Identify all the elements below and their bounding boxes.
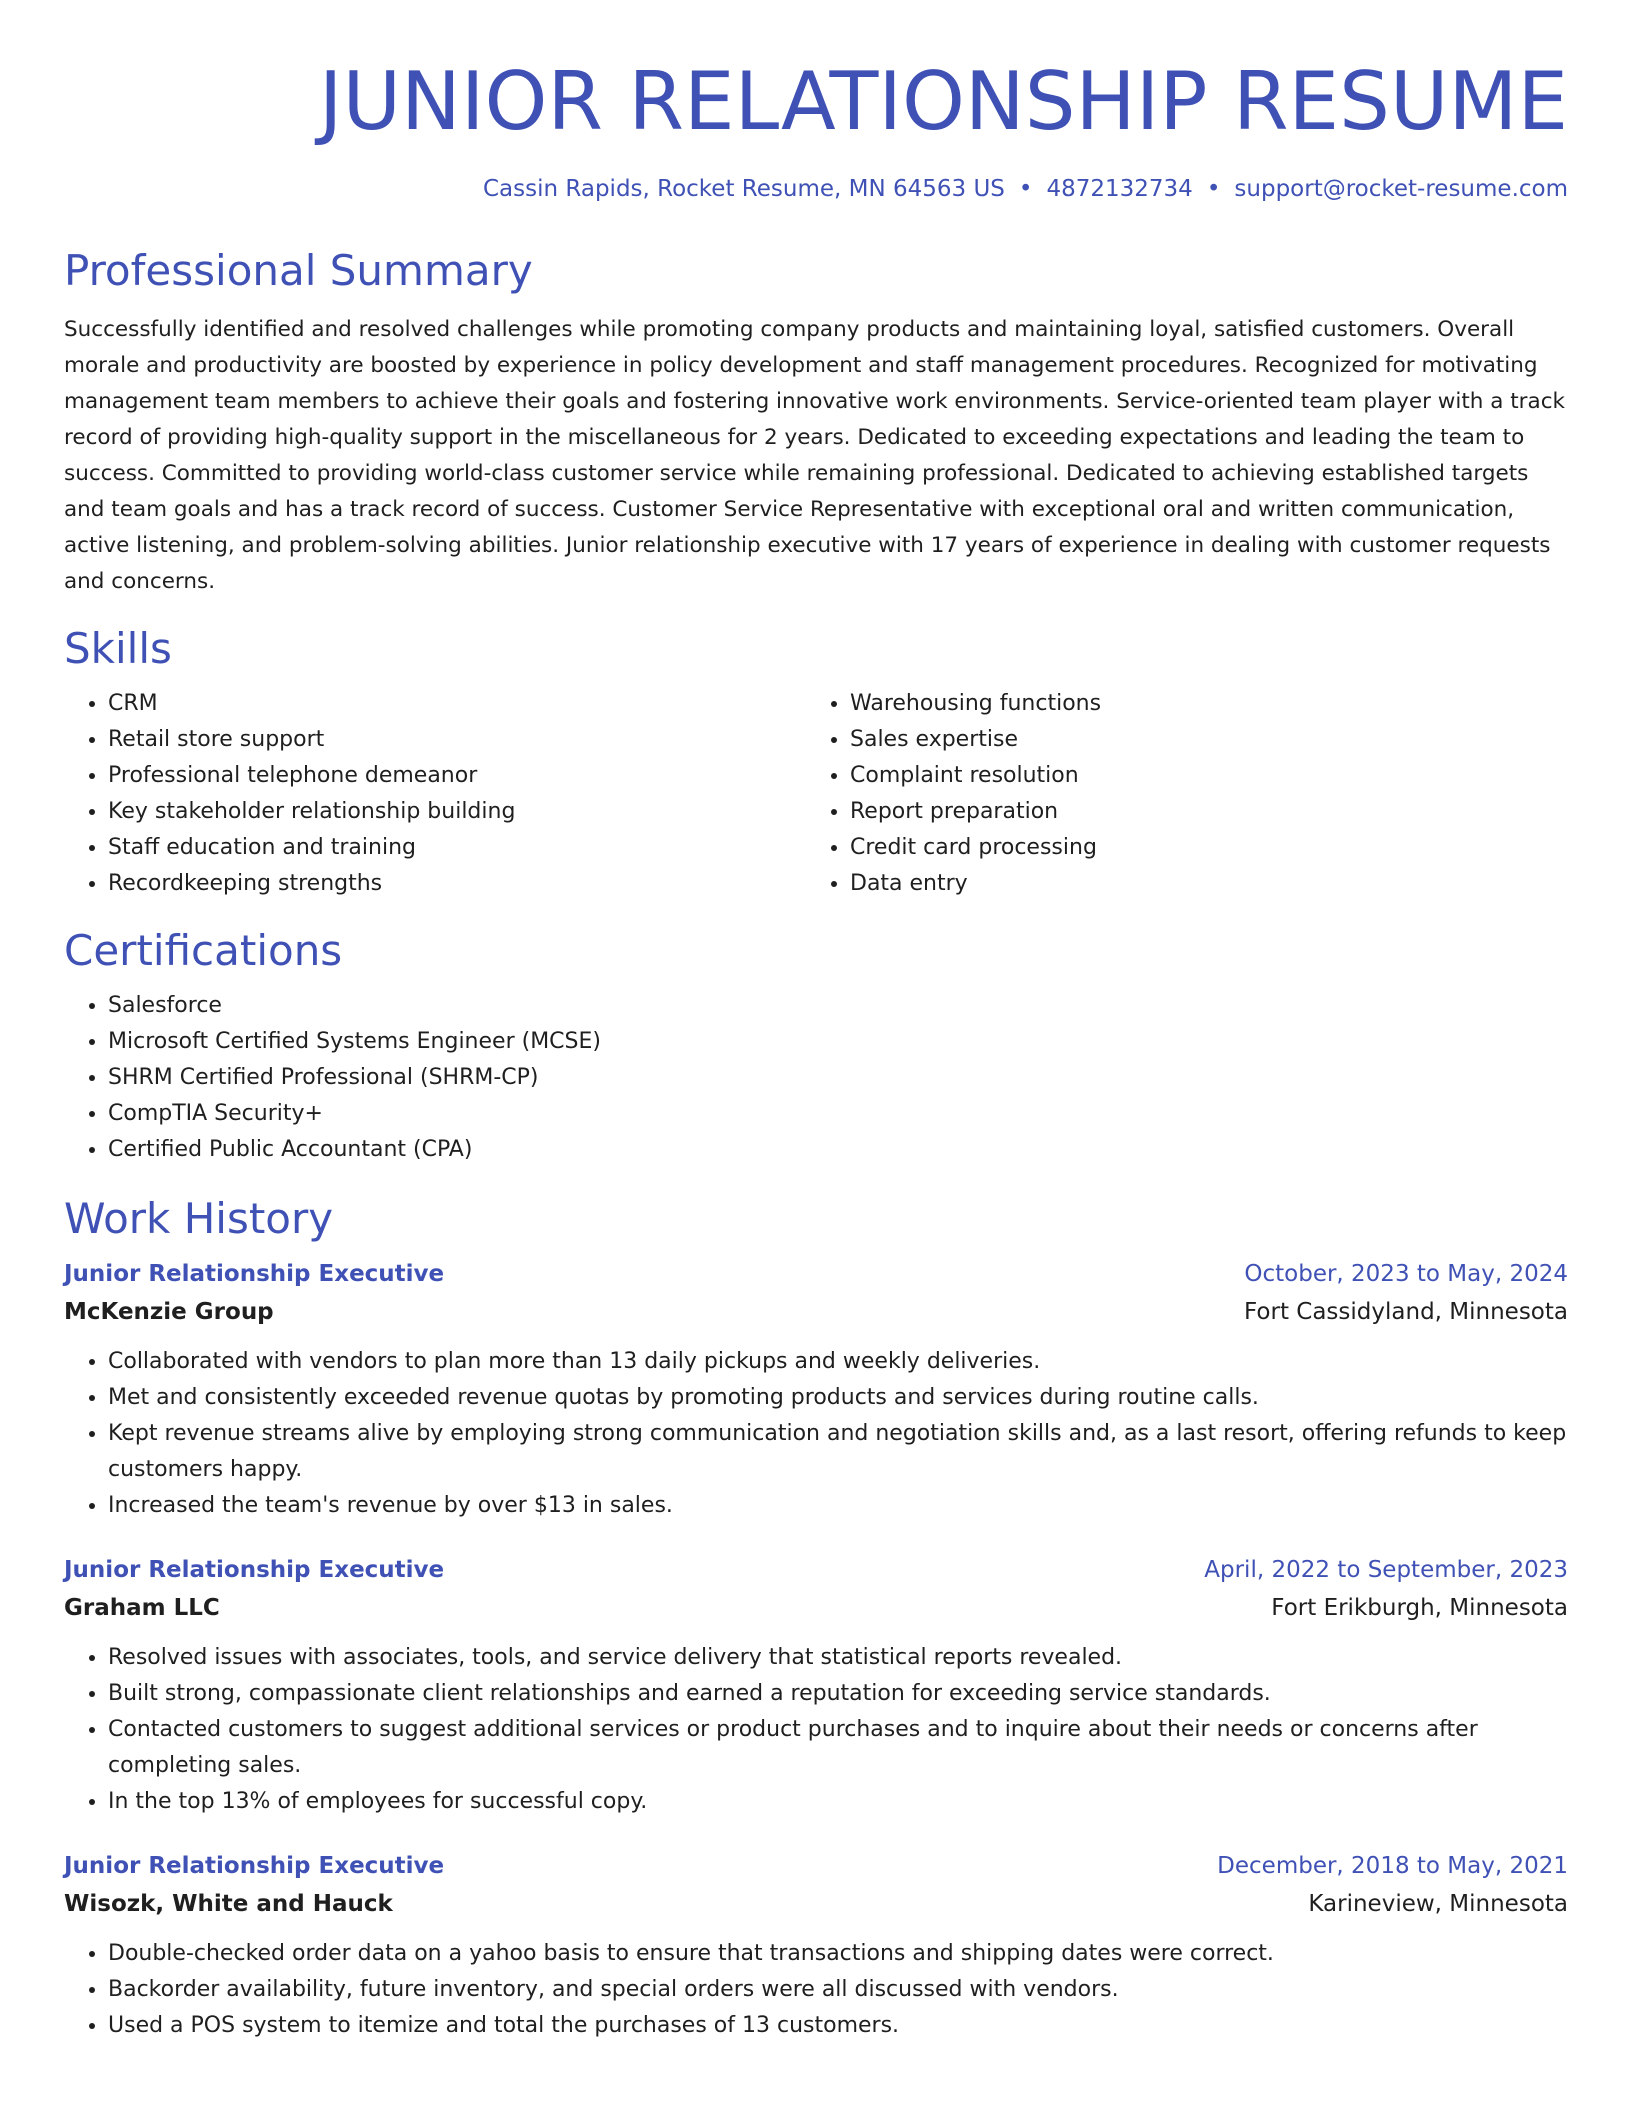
job-header bbox=[64, 1552, 1568, 1588]
job-company: Wisozk, White and Hauck bbox=[64, 1891, 393, 1917]
job-bullet: • Met and consistently exceeded revenue quotas by promoting products and services during routine calls. bbox=[108, 1380, 1568, 1416]
certification-item: • Microsoft Certified Systems Engineer (MCSE) bbox=[108, 1024, 1568, 1060]
job-bullet: • Used a POS system to itemize and total the purchases of 13 customers. bbox=[108, 2008, 1568, 2044]
skill-item: • Data entry bbox=[850, 866, 1548, 902]
certification-item: • Salesforce bbox=[108, 988, 1568, 1024]
job-bullet: • Backorder availability, future inventory, and special orders were all discussed with vendors. bbox=[108, 1972, 1568, 2008]
resume-title: JUNIOR RELATIONSHIP RESUME bbox=[318, 55, 1568, 148]
skill-item: • Retail store support bbox=[108, 722, 806, 758]
summary-text: Successfully identified and resolved challenges while promoting company products and maintaining loyal, satisfied customers. Overall morale and productivity are boosted by experience in policy development and staff management procedures. Recognized for motivating management team members to achieve their goals and fostering innovative work environments. Service-oriented team player with a track record of providing high-quality support in the miscellaneous for 2 years. Dedicated to exceeding expectations and leading the team to success. Committed to providing world-class customer service while remaining professional. Dedicated to achieving established targets and team goals and has a track record of success. Customer Service Representative with exceptional oral and written communication, active listening, and problem-solving abilities. Junior relationship executive with 17 years of experience in dealing with customer requests and concerns. bbox=[64, 317, 1565, 594]
skills-grid bbox=[64, 686, 1568, 902]
contact-address: Cassin Rapids, Rocket Resume, MN 64563 US bbox=[482, 176, 1005, 202]
certifications-section bbox=[64, 924, 1568, 1168]
certification-item: • Certified Public Accountant (CPA) bbox=[108, 1132, 1568, 1168]
job-header bbox=[64, 1256, 1568, 1292]
job-title: Junior Relationship Executive bbox=[64, 1557, 445, 1583]
certification-item: • CompTIA Security+ bbox=[108, 1096, 1568, 1132]
job-title: Junior Relationship Executive bbox=[64, 1261, 445, 1287]
skills-section bbox=[64, 622, 1568, 902]
job-bullet: • Collaborated with vendors to plan more than 13 daily pickups and weekly deliveries. bbox=[108, 1344, 1568, 1380]
contact-separator: • bbox=[1018, 176, 1033, 202]
skill-item: • Key stakeholder relationship building bbox=[108, 794, 806, 830]
contact-line bbox=[64, 172, 1568, 206]
work-history-section bbox=[64, 1192, 1568, 2044]
job-dates: October, 2023 to May, 2024 bbox=[1244, 1261, 1568, 1287]
skill-item: • Report preparation bbox=[850, 794, 1548, 830]
job-company: McKenzie Group bbox=[64, 1299, 274, 1325]
job-bullet: • Contacted customers to suggest additional services or product purchases and to inquire about their needs or concerns after completing sales. bbox=[108, 1712, 1568, 1784]
job-title: Junior Relationship Executive bbox=[64, 1853, 445, 1879]
skill-item: • Warehousing functions bbox=[850, 686, 1548, 722]
skill-item: • Staff education and training bbox=[108, 830, 806, 866]
job-subheader bbox=[64, 1588, 1568, 1628]
section-heading-skills: Skills bbox=[64, 624, 172, 673]
job-location: Fort Erikburgh, Minnesota bbox=[1271, 1595, 1568, 1621]
job-company: Graham LLC bbox=[64, 1595, 220, 1621]
job-bullet: • Resolved issues with associates, tools, and service delivery that statistical reports revealed. bbox=[108, 1640, 1568, 1676]
job-entry bbox=[64, 1848, 1568, 2044]
skill-item: • Complaint resolution bbox=[850, 758, 1548, 794]
job-entry bbox=[64, 1552, 1568, 1820]
skill-item: • CRM bbox=[108, 686, 806, 722]
job-bullet: • Built strong, compassionate client relationships and earned a reputation for exceeding service standards. bbox=[108, 1676, 1568, 1712]
section-heading-certifications: Certifications bbox=[64, 926, 343, 975]
skill-item: • Sales expertise bbox=[850, 722, 1548, 758]
job-bullet: • In the top 13% of employees for successful copy. bbox=[108, 1784, 1568, 1820]
job-header bbox=[64, 1848, 1568, 1884]
job-entry bbox=[64, 1256, 1568, 1524]
job-bullet: • Increased the team's revenue by over $13 in sales. bbox=[108, 1488, 1568, 1524]
job-dates: December, 2018 to May, 2021 bbox=[1217, 1853, 1568, 1879]
contact-phone: 4872132734 bbox=[1046, 176, 1193, 202]
section-heading-work-history: Work History bbox=[64, 1194, 334, 1243]
job-bullet: • Double-checked order data on a yahoo basis to ensure that transactions and shipping dates were correct. bbox=[108, 1936, 1568, 1972]
section-heading-summary: Professional Summary bbox=[64, 246, 533, 295]
job-dates: April, 2022 to September, 2023 bbox=[1204, 1557, 1568, 1583]
job-bullet: • Kept revenue streams alive by employing strong communication and negotiation skills and, as a last resort, offering refunds to keep customers happy. bbox=[108, 1416, 1568, 1488]
contact-email[interactable]: support@rocket-resume.com bbox=[1234, 176, 1568, 202]
skill-item: • Recordkeeping strengths bbox=[108, 866, 806, 902]
job-location: Fort Cassidyland, Minnesota bbox=[1244, 1299, 1568, 1325]
contact-separator: • bbox=[1206, 176, 1221, 202]
summary-section bbox=[64, 244, 1568, 600]
skills-column-left bbox=[64, 686, 806, 902]
job-subheader bbox=[64, 1884, 1568, 1924]
job-subheader bbox=[64, 1292, 1568, 1332]
job-location: Karineview, Minnesota bbox=[1308, 1891, 1568, 1917]
skill-item: • Professional telephone demeanor bbox=[108, 758, 806, 794]
skill-item: • Credit card processing bbox=[850, 830, 1548, 866]
certification-item: • SHRM Certified Professional (SHRM-CP) bbox=[108, 1060, 1568, 1096]
skills-column-right bbox=[806, 686, 1548, 902]
